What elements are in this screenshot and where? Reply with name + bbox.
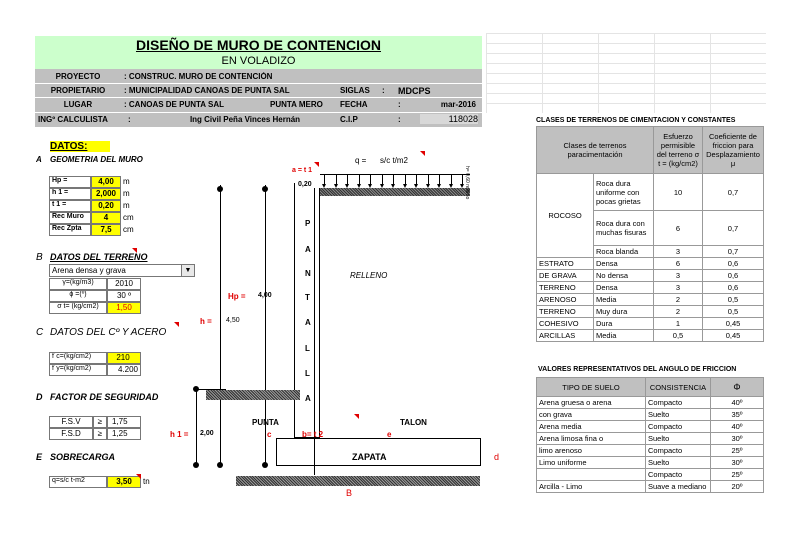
friction-consistencia: Suelto <box>646 409 711 421</box>
section-b-letter: B <box>36 252 43 263</box>
chevron-down-icon[interactable]: ▼ <box>181 265 194 276</box>
friction-phi: 35º <box>711 409 764 421</box>
soil-desc: Dura <box>594 318 654 330</box>
table-row <box>537 469 764 481</box>
friction-angle-table <box>536 377 764 493</box>
b-t2-label: b= t 2 <box>302 430 324 439</box>
geometry-input[interactable]: 4 <box>91 212 121 224</box>
geometry-unit: cm <box>123 213 134 222</box>
geometry-label: t 1 = <box>49 200 91 212</box>
hp-label: Hp = <box>228 292 246 301</box>
soil-classes-table <box>536 126 764 342</box>
section-c-letter: C <box>36 327 44 338</box>
friction-header-cons: CONSISTENCIA <box>646 378 711 397</box>
section-b-title: DATOS DEL TERRENO <box>50 252 148 262</box>
geometry-unit: m <box>123 201 130 210</box>
ing-label: INGº CALCULISTA <box>38 115 108 124</box>
siglas-label: SIGLAS <box>340 86 370 95</box>
arrow-head <box>391 184 395 188</box>
soil-desc: Densa <box>594 282 654 294</box>
sheet-grid <box>486 33 766 113</box>
friction-tipo: Limo uniforme <box>537 457 646 469</box>
geometry-unit: m <box>123 189 130 198</box>
friction-phi: 20º <box>711 481 764 493</box>
arrow-head <box>437 184 441 188</box>
cip-label: C.I.P <box>340 115 358 124</box>
table-row <box>537 270 764 282</box>
soil-esfuerzo: 6 <box>654 258 703 270</box>
lugar-value: : CANOAS DE PUNTA SAL <box>124 100 224 109</box>
fecha-colon: : <box>398 100 401 109</box>
terreno-label: ϕ =(º) <box>49 290 107 302</box>
concreto-value: 4.200 <box>107 364 141 376</box>
section-e-letter: E <box>36 452 43 462</box>
friction-tipo: limo arenoso <box>537 445 646 457</box>
concreto-label: f´c=(kg/cm2) <box>49 352 107 364</box>
table-row <box>537 258 764 270</box>
soil-class: COHESIVO <box>537 318 594 330</box>
sobrecarga-label: q=s/c t-m2 <box>49 476 107 488</box>
seguridad-label: F.S.D <box>49 428 93 440</box>
terreno-value: 2010 <box>107 278 141 290</box>
propietario-label: PROPIETARIO <box>50 86 106 95</box>
friction-phi: 40º <box>711 397 764 409</box>
friction-consistencia: Suelto <box>646 457 711 469</box>
friction-consistencia: Compacto <box>646 397 711 409</box>
d-label: d <box>494 452 500 462</box>
arrow-head <box>380 184 384 188</box>
concreto-label: f´y=(kg/cm2) <box>49 364 107 376</box>
soil-esfuerzo: 2 <box>654 294 703 306</box>
friction-tipo: Arena limosa fina o <box>537 433 646 445</box>
seguridad-label: F.S.V <box>49 416 93 428</box>
pantalla-letter: T <box>305 293 310 302</box>
soil-desc: Roca blanda <box>594 246 654 258</box>
table-row <box>537 409 764 421</box>
soil-desc: Roca dura con muchas fisuras <box>594 211 654 246</box>
pantalla-letter: A <box>305 394 311 403</box>
terreno-label: σ t= (kg/cm2) <box>49 302 107 314</box>
geometry-input[interactable]: 0,20 <box>91 200 121 212</box>
h-label: h = <box>200 317 212 326</box>
lugar-label: LUGAR <box>63 100 93 109</box>
punta-label: PUNTA <box>252 418 279 427</box>
h1-value: 2,00 <box>200 430 214 437</box>
pantalla-letter: A <box>305 318 311 327</box>
soil-coef: 0,7 <box>703 211 764 246</box>
pantalla-letter: N <box>305 269 311 278</box>
friction-tipo: Arcilla - Limo <box>537 481 646 493</box>
table-row <box>537 433 764 445</box>
friction-phi: 30º <box>711 457 764 469</box>
h-value: 4,50 <box>226 317 240 324</box>
geometry-label: Rec Muro <box>49 212 91 224</box>
pantalla-letter: L <box>305 344 310 353</box>
arrow-head <box>414 184 418 188</box>
soil-desc: Densa <box>594 258 654 270</box>
soil-header-coef: Coeficiente de friccion para Desplazamiento μ <box>703 127 764 174</box>
table-row <box>537 421 764 433</box>
geometry-label: h 1 = <box>49 188 91 200</box>
arrow-head <box>368 184 372 188</box>
soil-desc: Media <box>594 330 654 342</box>
pantalla-letter: P <box>305 219 311 228</box>
datos-title: DATOS: <box>50 141 110 152</box>
page-subtitle: EN VOLADIZO <box>221 55 296 67</box>
geometry-unit: cm <box>123 225 134 234</box>
fecha-value: mar-2016 <box>440 100 476 109</box>
soil-header-clases: Clases de terrenos paracimentación <box>537 127 654 174</box>
friction-consistencia: Compacto <box>646 445 711 457</box>
soil-coef: 0,6 <box>703 282 764 294</box>
friction-header-tipo: TIPO DE SUELO <box>537 378 646 397</box>
friction-consistencia: Suave a mediano <box>646 481 711 493</box>
soil-esfuerzo: 3 <box>654 270 703 282</box>
soil-esfuerzo: 2 <box>654 306 703 318</box>
cip-colon: : <box>398 115 401 124</box>
soil-class: ARCILLAS <box>537 330 594 342</box>
siglas-value: MDCPS <box>398 86 431 96</box>
terreno-select[interactable] <box>49 264 195 277</box>
soil-desc: No densa <box>594 270 654 282</box>
page-title: DISEÑO DE MURO DE CONTENCION <box>135 37 381 53</box>
backfill-top-hatch <box>320 188 470 196</box>
geometry-unit: m <box>123 177 130 186</box>
friction-tipo <box>537 469 646 481</box>
pantalla-letter: L <box>305 369 310 378</box>
arrow-head <box>345 184 349 188</box>
a-t1-label: a = t 1 <box>292 167 313 174</box>
table-row <box>537 306 764 318</box>
terreno-value[interactable]: 1,50 <box>107 302 141 314</box>
friction-phi: 40º <box>711 421 764 433</box>
arrow-head <box>426 184 430 188</box>
table-row <box>537 294 764 306</box>
lugar-extra: PUNTA MERO <box>270 100 323 109</box>
pantalla-letter: A <box>305 245 311 254</box>
arrow-head <box>334 184 338 188</box>
friction-phi: 25º <box>711 445 764 457</box>
geometry-input[interactable]: 2,000 <box>91 188 121 200</box>
section-c-title: DATOS DEL Cº Y ACERO <box>50 327 167 338</box>
seguridad-value[interactable]: 1,75 <box>107 416 141 428</box>
soil-class: ARENOSO <box>537 294 594 306</box>
soil-coef: 0,5 <box>703 306 764 318</box>
soil-coef: 0,7 <box>703 174 764 211</box>
section-d-title: FACTOR DE SEGURIDAD <box>50 392 159 402</box>
seguridad-symbol: ≥ <box>93 416 107 428</box>
cip-value: 118028 <box>420 114 478 124</box>
soil-header-esfuerzo: Esfuerzo permisible del terreno σ t = (kg/cm2) <box>654 127 703 174</box>
sobrecarga-input[interactable]: 3,50 <box>107 476 141 488</box>
friction-consistencia: Compacto <box>646 421 711 433</box>
arrow-head <box>449 184 453 188</box>
ing-value: Ing Civil Peña Vinces Hernán <box>189 115 301 124</box>
geometry-label: Hp = <box>49 176 91 188</box>
zapata-label: ZAPATA <box>352 452 387 462</box>
soil-desc: Muy dura <box>594 306 654 318</box>
soil-coef: 0,45 <box>703 330 764 342</box>
q-label: q = <box>355 156 367 165</box>
soil-esfuerzo: 3 <box>654 246 703 258</box>
ing-colon: : <box>128 115 131 124</box>
soil-coef: 0,6 <box>703 258 764 270</box>
friction-consistencia: Compacto <box>646 469 711 481</box>
table-row <box>537 330 764 342</box>
friction-consistencia: Suelto <box>646 433 711 445</box>
arrow-head <box>403 184 407 188</box>
terreno-label: γ=(kg/m3) <box>49 278 107 290</box>
geometry-input[interactable]: 7,5 <box>91 224 121 236</box>
friction-table-title: VALORES REPRESENTATIVOS DEL ANGULO DE FRICCIÓN <box>538 366 737 373</box>
siglas-colon: : <box>382 86 385 95</box>
geometry-input[interactable]: 4,00 <box>91 176 121 188</box>
friction-header-phi: Φ <box>711 378 764 397</box>
concreto-value[interactable]: 210 <box>107 352 141 364</box>
friction-tipo: Arena gruesa o arena <box>537 397 646 409</box>
sobrecarga-unit: tn <box>143 477 150 486</box>
soil-desc: Roca dura uniforme con pocas grietas <box>594 174 654 211</box>
fecha-label: FECHA <box>340 100 368 109</box>
soil-esfuerzo: 3 <box>654 282 703 294</box>
soil-class: TERRENO <box>537 306 594 318</box>
section-e-title: SOBRECARGA <box>50 452 116 462</box>
soil-coef: 0,6 <box>703 270 764 282</box>
t1-dim-value: 0,20 <box>298 181 322 188</box>
soil-class: ESTRATO <box>537 258 594 270</box>
table-row <box>537 445 764 457</box>
terreno-value: 30 º <box>107 290 141 302</box>
hp-value: 4,00 <box>258 292 272 299</box>
terreno-select-value: Arena densa y grava <box>52 266 126 275</box>
seguridad-value[interactable]: 1,25 <box>107 428 141 440</box>
soil-esfuerzo: 6 <box>654 211 703 246</box>
geometry-label: Rec Zpta <box>49 224 91 236</box>
table-row <box>537 318 764 330</box>
table-row <box>537 481 764 493</box>
section-a-title: GEOMETRIA DEL MURO <box>50 155 143 164</box>
friction-phi: 25º <box>711 469 764 481</box>
ground-hatch-left <box>206 390 300 400</box>
soil-coef: 0,45 <box>703 318 764 330</box>
section-a-letter: A <box>36 155 42 164</box>
soil-table-title: CLASES DE TERRENOS DE CIMENTACION Y CONSTANTES <box>536 117 736 124</box>
proyecto-label: PROYECTO <box>55 72 101 81</box>
talon-label: TALON <box>400 418 427 427</box>
e-label: e <box>387 430 392 439</box>
arrow-head <box>357 184 361 188</box>
section-d-letter: D <box>36 392 43 402</box>
soil-class: DE GRAVA <box>537 270 594 282</box>
friction-tipo: con grava <box>537 409 646 421</box>
propietario-value: : MUNICIPALIDAD CANOAS DE PUNTA SAL <box>124 86 290 95</box>
ground-hatch-bottom <box>236 476 480 486</box>
soil-coef: 0,7 <box>703 246 764 258</box>
relleno-label: RELLENO <box>350 271 388 280</box>
soil-desc: Media <box>594 294 654 306</box>
table-row <box>537 282 764 294</box>
relleno-note: h= 0,60 relleno <box>464 166 470 200</box>
soil-class: TERRENO <box>537 282 594 294</box>
soil-rocoso: ROCOSO <box>537 174 594 258</box>
table-row <box>537 397 764 409</box>
arrow-head <box>322 184 326 188</box>
friction-tipo: Arena media <box>537 421 646 433</box>
soil-esfuerzo: 1 <box>654 318 703 330</box>
soil-coef: 0,5 <box>703 294 764 306</box>
seguridad-symbol: ≥ <box>93 428 107 440</box>
sc-label: s/c t/m2 <box>380 156 409 165</box>
proyecto-value: : CONSTRUC. MURO DE CONTENCIÓN <box>124 72 273 81</box>
table-row <box>537 457 764 469</box>
soil-esfuerzo: 0,5 <box>654 330 703 342</box>
friction-phi: 30º <box>711 433 764 445</box>
h1-label: h 1 = <box>170 430 189 439</box>
soil-esfuerzo: 10 <box>654 174 703 211</box>
table-row <box>537 174 764 211</box>
B-label: B <box>346 488 353 498</box>
c-label: c <box>267 430 272 439</box>
